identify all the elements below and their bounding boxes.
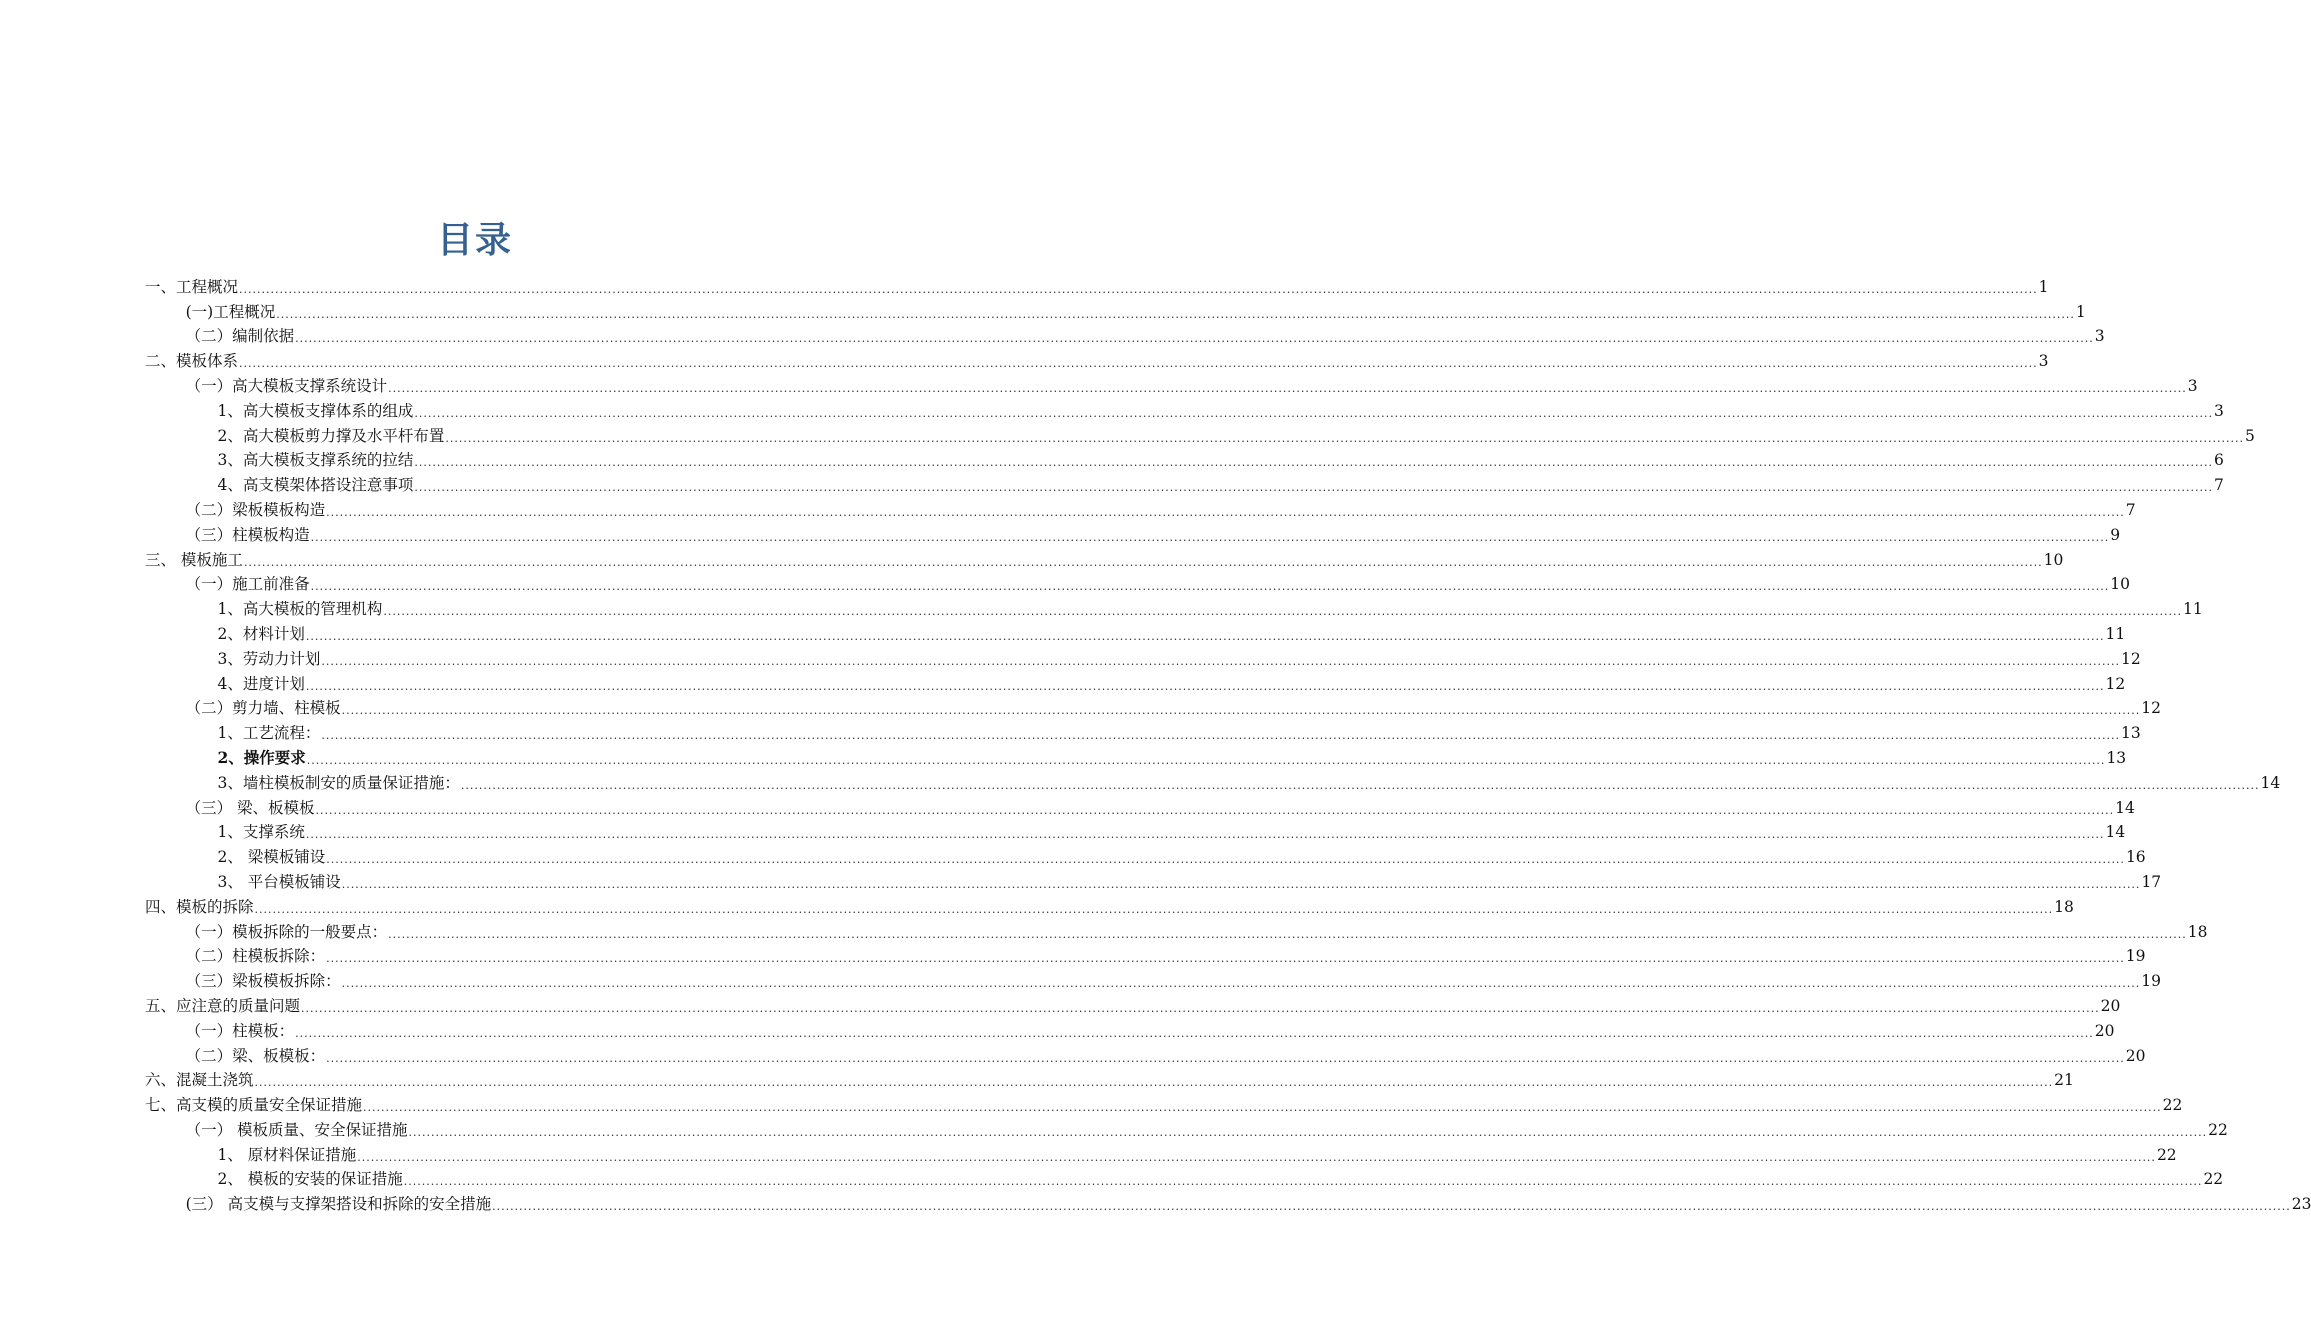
toc-entry[interactable]	[145, 818, 2126, 843]
toc-entry[interactable]	[145, 917, 2208, 942]
toc-entry-page-number: 6	[2214, 451, 2224, 470]
toc-entry-page-number: 22	[2156, 1145, 2177, 1164]
toc-entry[interactable]	[145, 867, 2162, 892]
toc-entry-page-number: 18	[2054, 897, 2074, 916]
toc-entry-label: （一）施工前准备	[185, 575, 310, 594]
toc-entry-page-number: 14	[2260, 773, 2281, 792]
toc-entry-label: 1、高大模板支撑体系的组成	[217, 401, 414, 420]
toc-entry[interactable]	[145, 1189, 2311, 1214]
toc-entry-page-number: 20	[2125, 1046, 2146, 1065]
toc-entry-page-number: 3	[2214, 401, 2224, 420]
toc-entry-page-number: 21	[2054, 1071, 2074, 1090]
toc-entry[interactable]	[145, 1165, 2224, 1190]
toc-leader-dots: ................................................................................................................................................................................................................................................................................................................................................................................................................	[341, 877, 2141, 891]
toc-entry-page-number: 22	[2208, 1120, 2228, 1139]
toc-leader-dots: ................................................................................................................................................................................................................................................................................................................................................................................................................	[239, 282, 2038, 296]
toc-entry-label: 1、工艺流程：	[217, 724, 321, 743]
toc-entry-label: 1、 原材料保证措施	[217, 1145, 357, 1164]
toc-entry-page-number: 12	[2121, 649, 2141, 668]
toc-entry[interactable]	[145, 1016, 2115, 1041]
toc-leader-dots: ................................................................................................................................................................................................................................................................................................................................................................................................................	[243, 555, 2043, 569]
toc-entry-page-number: 13	[2121, 724, 2141, 743]
toc-entry-page-number: 20	[2100, 996, 2121, 1015]
toc-leader-dots: ................................................................................................................................................................................................................................................................................................................................................................................................................	[326, 1051, 2125, 1065]
toc-entry-label: （一）高大模板支撑系统设计	[185, 376, 388, 395]
toc-entry-label: 六、混凝土浇筑	[145, 1071, 254, 1090]
toc-leader-dots: ................................................................................................................................................................................................................................................................................................................................................................................................................	[341, 977, 2141, 991]
toc-entry-label: （二）剪力墙、柱模板	[185, 699, 341, 718]
toc-leader-dots: ................................................................................................................................................................................................................................................................................................................................................................................................................	[305, 629, 2105, 643]
toc-entry[interactable]	[145, 520, 2121, 545]
toc-entry-page-number: 3	[2187, 376, 2198, 395]
toc-entry[interactable]	[145, 1090, 2183, 1115]
toc-entry-page-number: 10	[2043, 550, 2064, 569]
toc-entry-label: 一、工程概况	[145, 277, 239, 296]
toc-entry-page-number: 9	[2110, 525, 2121, 544]
toc-entry-label: 3、高大模板支撑系统的拉结	[217, 451, 414, 470]
toc-leader-dots: ................................................................................................................................................................................................................................................................................................................................................................................................................	[321, 654, 2121, 668]
toc-entry[interactable]	[145, 842, 2146, 867]
toc-entry-page-number: 18	[2187, 922, 2208, 941]
toc-entry[interactable]	[145, 421, 2255, 446]
toc-entry-label: 4、高支模架体搭设注意事项	[217, 476, 414, 495]
toc-entry-page-number: 7	[2214, 476, 2224, 495]
toc-entry-label: （三） 梁、板模板	[185, 798, 315, 817]
toc-entry-page-number: 7	[2125, 500, 2136, 519]
toc-entry-page-number: 3	[2038, 352, 2049, 371]
toc-entry-label: （三）柱模板构造	[185, 525, 310, 544]
toc-leader-dots: ................................................................................................................................................................................................................................................................................................................................................................................................................	[341, 704, 2141, 718]
toc-entry-label: (三） 高支模与支撑架搭设和拆除的安全措施	[185, 1195, 492, 1214]
toc-leader-dots: ................................................................................................................................................................................................................................................................................................................................................................................................................	[403, 1175, 2203, 1189]
toc-leader-dots: ................................................................................................................................................................................................................................................................................................................................................................................................................	[305, 828, 2105, 842]
toc-entry-label: 五、应注意的质量问题	[145, 996, 301, 1015]
toc-leader-dots: ................................................................................................................................................................................................................................................................................................................................................................................................................	[306, 753, 2106, 767]
toc-entry[interactable]	[145, 272, 2049, 297]
toc-leader-dots: ................................................................................................................................................................................................................................................................................................................................................................................................................	[295, 1026, 2094, 1040]
toc-entry[interactable]	[145, 470, 2224, 495]
toc-leader-dots: ................................................................................................................................................................................................................................................................................................................................................................................................................	[254, 1076, 2054, 1090]
toc-entry-page-number: 12	[2105, 674, 2126, 693]
toc-leader-dots: ................................................................................................................................................................................................................................................................................................................................................................................................................	[295, 332, 2094, 346]
toc-entry[interactable]	[145, 322, 2105, 347]
toc-entry[interactable]	[145, 446, 2224, 471]
toc-entry-page-number: 1	[2075, 302, 2086, 321]
toc-entry-label: 3、劳动力计划	[217, 649, 321, 668]
toc-entry[interactable]	[145, 991, 2121, 1016]
toc-entry-page-number: 20	[2094, 1021, 2115, 1040]
toc-entry-label: 2、 模板的安装的保证措施	[217, 1170, 403, 1189]
toc-entry-label: （三）梁板模板拆除：	[185, 972, 341, 991]
toc-entry-page-number: 12	[2141, 699, 2161, 718]
toc-leader-dots: ................................................................................................................................................................................................................................................................................................................................................................................................................	[414, 406, 2214, 420]
toc-entry[interactable]	[145, 718, 2141, 743]
toc-entry-label: （二）编制依据	[185, 327, 295, 346]
toc-entry-label: （一）模板拆除的一般要点：	[185, 922, 388, 941]
toc-entry-page-number: 11	[2105, 624, 2126, 643]
toc-entry-label: 四、模板的拆除	[145, 897, 254, 916]
toc-entry-label: (一)工程概况	[185, 302, 276, 321]
toc-entry-page-number: 14	[2115, 798, 2135, 817]
toc-entry-label: （一） 模板质量、安全保证措施	[185, 1120, 408, 1139]
toc-entry[interactable]	[145, 966, 2161, 991]
toc-entry-label: 七、高支模的质量安全保证措施	[145, 1096, 363, 1115]
toc-entry-page-number: 19	[2141, 972, 2161, 991]
toc-entry[interactable]	[145, 495, 2136, 520]
toc-leader-dots: ................................................................................................................................................................................................................................................................................................................................................................................................................	[445, 431, 2245, 445]
toc-entry-page-number: 16	[2125, 848, 2146, 867]
toc-entry-label: 2、 梁模板铺设	[217, 848, 326, 867]
toc-entry-page-number: 22	[2162, 1096, 2183, 1115]
toc-entry-label: 2、操作要求	[217, 747, 306, 767]
toc-entry[interactable]	[145, 570, 2130, 595]
toc-leader-dots: ................................................................................................................................................................................................................................................................................................................................................................................................................	[305, 679, 2105, 693]
toc-entry-label: 1、支撑系统	[217, 823, 305, 842]
toc-entry[interactable]	[145, 1115, 2228, 1140]
toc-entry-page-number: 23	[2291, 1195, 2311, 1214]
toc-entry-label: （一）柱模板：	[185, 1021, 295, 1040]
toc-leader-dots: ................................................................................................................................................................................................................................................................................................................................................................................................................	[239, 357, 2038, 371]
toc-leader-dots: ................................................................................................................................................................................................................................................................................................................................................................................................................	[492, 1200, 2291, 1214]
toc-leader-dots: ................................................................................................................................................................................................................................................................................................................................................................................................................	[460, 778, 2260, 792]
toc-entry-page-number: 1	[2038, 277, 2049, 296]
toc-leader-dots: ................................................................................................................................................................................................................................................................................................................................................................................................................	[388, 381, 2187, 395]
toc-leader-dots: ................................................................................................................................................................................................................................................................................................................................................................................................................	[383, 605, 2183, 619]
toc-entry[interactable]	[145, 793, 2135, 818]
toc-entry-label: 3、 平台模板铺设	[217, 872, 341, 891]
toc-leader-dots: ................................................................................................................................................................................................................................................................................................................................................................................................................	[326, 952, 2125, 966]
toc-entry-label: 2、材料计划	[217, 624, 305, 643]
toc-entry[interactable]	[145, 942, 2146, 967]
toc-entry[interactable]	[145, 594, 2203, 619]
toc-entry[interactable]	[145, 743, 2127, 768]
toc-entry-page-number: 13	[2106, 748, 2127, 767]
toc-entry[interactable]	[145, 396, 2224, 421]
toc-entry[interactable]	[145, 297, 2086, 322]
toc-entry-label: 3、墙柱模板制安的质量保证措施：	[217, 773, 460, 792]
toc-entry-label: 4、进度计划	[217, 674, 305, 693]
toc-leader-dots: ................................................................................................................................................................................................................................................................................................................................................................................................................	[276, 307, 2075, 321]
toc-leader-dots: ................................................................................................................................................................................................................................................................................................................................................................................................................	[310, 530, 2110, 544]
toc-entry[interactable]	[145, 669, 2126, 694]
toc-leader-dots: ................................................................................................................................................................................................................................................................................................................................................................................................................	[414, 481, 2214, 495]
toc-entry-page-number: 17	[2141, 872, 2162, 891]
toc-leader-dots: ................................................................................................................................................................................................................................................................................................................................................................................................................	[388, 927, 2187, 941]
toc-entry-label: 二、模板体系	[145, 352, 239, 371]
toc-entry[interactable]	[145, 892, 2074, 917]
toc-entry-page-number: 3	[2094, 327, 2105, 346]
page-title: 目录	[436, 220, 513, 261]
toc-entry[interactable]	[145, 1066, 2074, 1091]
toc-entry[interactable]	[145, 644, 2141, 669]
table-of-contents	[145, 272, 2311, 1214]
toc-entry-label: （二）梁板模板构造	[185, 500, 326, 519]
toc-leader-dots: ................................................................................................................................................................................................................................................................................................................................................................................................................	[254, 902, 2054, 916]
toc-leader-dots: ................................................................................................................................................................................................................................................................................................................................................................................................................	[408, 1125, 2208, 1139]
toc-entry[interactable]	[145, 346, 2049, 371]
toc-entry-page-number: 19	[2125, 947, 2146, 966]
toc-leader-dots: ................................................................................................................................................................................................................................................................................................................................................................................................................	[321, 729, 2121, 743]
toc-entry[interactable]	[145, 1041, 2146, 1066]
toc-entry-page-number: 11	[2183, 600, 2203, 619]
toc-entry-label: 2、高大模板剪力撑及水平杆布置	[217, 426, 445, 445]
toc-entry[interactable]	[145, 371, 2198, 396]
toc-entry-page-number: 10	[2110, 575, 2130, 594]
toc-entry[interactable]	[145, 619, 2126, 644]
toc-entry-label: 1、高大模板的管理机构	[217, 600, 383, 619]
toc-entry-page-number: 14	[2105, 823, 2126, 842]
toc-entry-page-number: 22	[2203, 1170, 2224, 1189]
toc-leader-dots: ................................................................................................................................................................................................................................................................................................................................................................................................................	[301, 1001, 2100, 1015]
toc-leader-dots: ................................................................................................................................................................................................................................................................................................................................................................................................................	[357, 1150, 2156, 1164]
toc-entry[interactable]	[145, 694, 2161, 719]
toc-entry[interactable]	[145, 545, 2064, 570]
toc-leader-dots: ................................................................................................................................................................................................................................................................................................................................................................................................................	[315, 803, 2115, 817]
toc-leader-dots: ................................................................................................................................................................................................................................................................................................................................................................................................................	[326, 505, 2125, 519]
toc-entry-page-number: 5	[2245, 426, 2255, 445]
toc-leader-dots: ................................................................................................................................................................................................................................................................................................................................................................................................................	[414, 456, 2214, 470]
toc-entry-label: 三、 模板施工	[145, 550, 243, 569]
toc-entry-label: （二）柱模板拆除：	[185, 947, 326, 966]
toc-leader-dots: ................................................................................................................................................................................................................................................................................................................................................................................................................	[363, 1101, 2162, 1115]
toc-entry[interactable]	[145, 1140, 2177, 1165]
toc-entry-label: （二）梁、板模板：	[185, 1046, 326, 1065]
toc-leader-dots: ................................................................................................................................................................................................................................................................................................................................................................................................................	[326, 853, 2125, 867]
toc-entry[interactable]	[145, 768, 2281, 793]
toc-leader-dots: ................................................................................................................................................................................................................................................................................................................................................................................................................	[310, 580, 2110, 594]
